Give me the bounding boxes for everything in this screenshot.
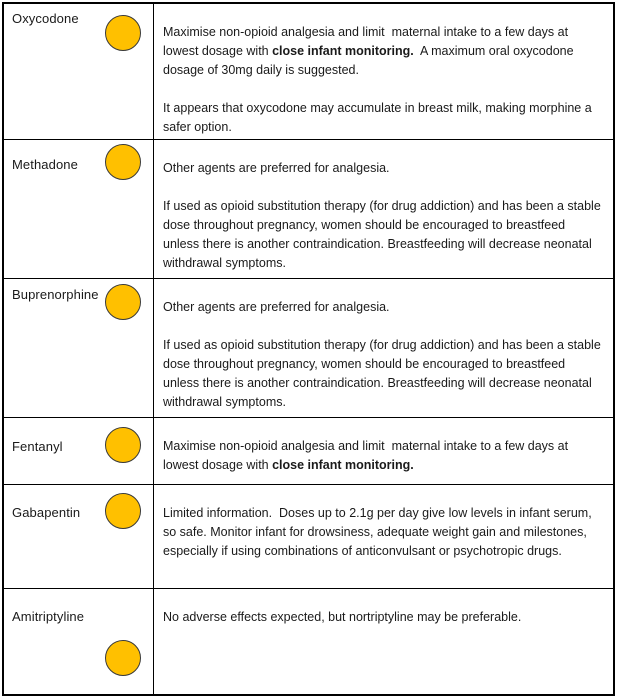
note-text: Other agents are preferred for analgesia. <box>163 161 390 175</box>
note-text: A maximum oral oxycodone dosage of 30mg daily is suggested. <box>163 44 578 77</box>
note-text: Maximise non-opioid analgesia and limit maternal intake to a few days at lowest dosage with <box>163 439 572 472</box>
drug-name-label: Oxycodone <box>12 11 79 26</box>
amber-circle-icon <box>105 493 141 529</box>
amber-circle-icon <box>105 284 141 320</box>
notes-cell <box>154 4 613 139</box>
drug-cell <box>4 485 154 588</box>
note-text: If used as opioid substitution therapy (for drug addiction) and has been a stable dose throughout pregnancy, women should be encouraged to breastfeed unless there is another contraindication. Breastfeeding will decrease neonatal withdrawal symptoms. <box>163 338 605 409</box>
table-row <box>4 485 613 589</box>
note-text-bold: close infant monitoring. <box>272 44 414 58</box>
table-row <box>4 140 613 279</box>
amber-circle-icon <box>105 427 141 463</box>
note-paragraph <box>163 99 603 137</box>
amber-circle-icon <box>105 640 141 676</box>
note-text: No adverse effects expected, but nortriptyline may be preferable. <box>163 610 522 624</box>
drug-cell <box>4 589 154 694</box>
drug-cell <box>4 279 154 417</box>
table-row <box>4 4 613 140</box>
drug-name-label: Amitriptyline <box>12 609 85 624</box>
note-paragraph <box>163 197 603 273</box>
note-paragraph <box>163 504 603 561</box>
drug-guidance-table <box>2 2 615 696</box>
note-paragraph <box>163 437 603 475</box>
note-text: It appears that oxycodone may accumulate in breast milk, making morphine a safer option. <box>163 101 596 134</box>
drug-name-label: Methadone <box>12 157 78 172</box>
table-row <box>4 589 613 694</box>
amber-circle-icon <box>105 15 141 51</box>
drug-name-label: Fentanyl <box>12 439 63 454</box>
note-paragraph <box>163 298 603 317</box>
notes-cell <box>154 418 613 484</box>
note-text: If used as opioid substitution therapy (for drug addiction) and has been a stable dose throughout pregnancy, women should be encouraged to breastfeed unless there is another contraindication. Breastfeeding will decrease neonatal withdrawal symptoms. <box>163 199 605 270</box>
notes-cell <box>154 279 613 417</box>
table-row <box>4 279 613 418</box>
drug-cell <box>4 4 154 139</box>
amber-circle-icon <box>105 144 141 180</box>
note-text: Maximise non-opioid analgesia and limit maternal intake to a few days at lowest dosage with <box>163 25 572 58</box>
note-paragraph <box>163 608 603 627</box>
notes-cell <box>154 485 613 588</box>
note-paragraph <box>163 23 603 80</box>
note-text: Other agents are preferred for analgesia. <box>163 300 390 314</box>
note-text-bold: close infant monitoring. <box>272 458 414 472</box>
drug-name-label: Buprenorphine <box>12 287 99 302</box>
table-row <box>4 418 613 485</box>
drug-name-label: Gabapentin <box>12 505 81 520</box>
notes-cell <box>154 589 613 694</box>
note-paragraph <box>163 159 603 178</box>
note-paragraph <box>163 336 603 412</box>
notes-cell <box>154 140 613 278</box>
note-text: Limited information. Doses up to 2.1g per day give low levels in infant serum, so safe. Monitor infant for drowsiness, adequate weight gain and milestones, especially if using combinations of anticonvulsant or psychotropic drugs. <box>163 506 596 558</box>
drug-cell <box>4 140 154 278</box>
drug-cell <box>4 418 154 484</box>
